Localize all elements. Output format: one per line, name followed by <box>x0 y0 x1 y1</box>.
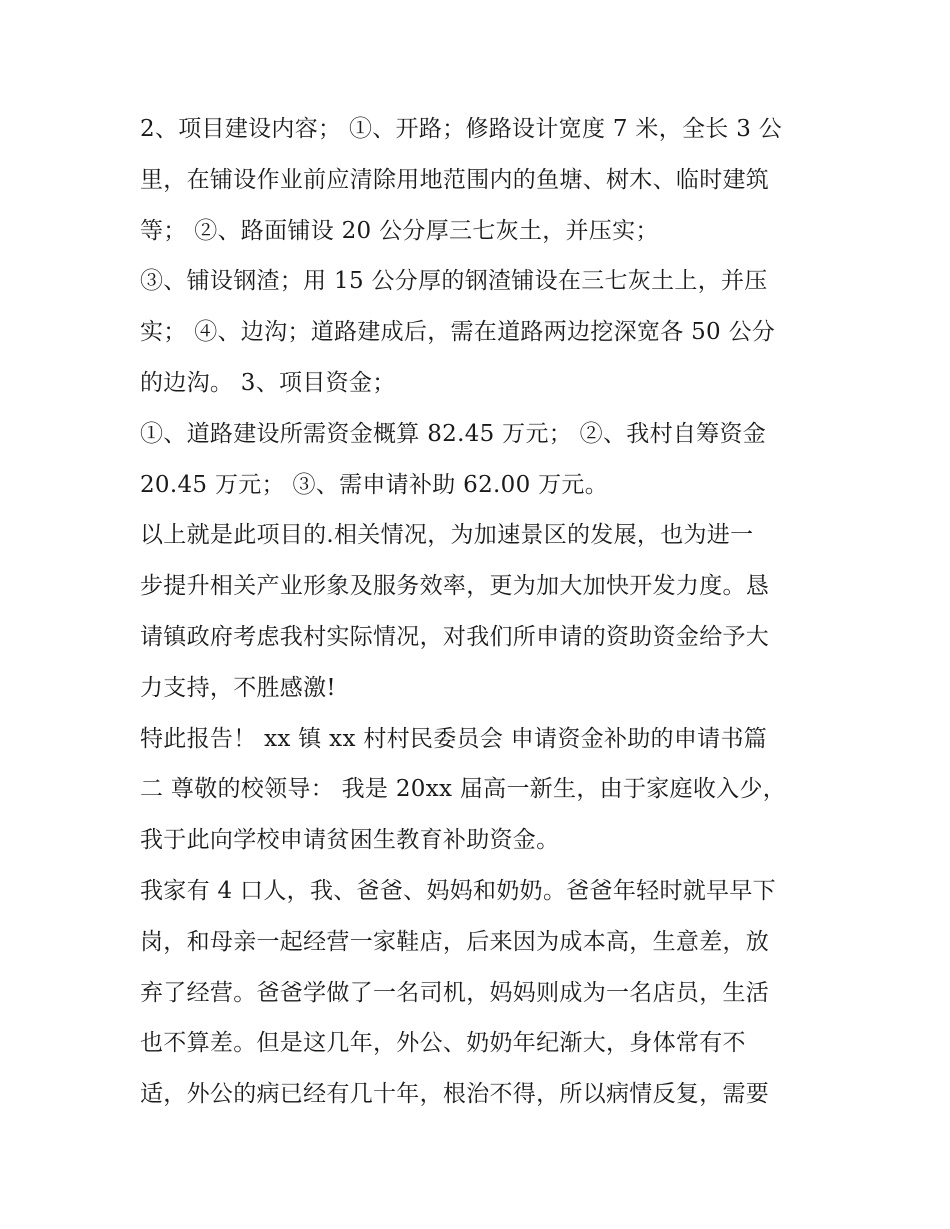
text-line: 二 尊敬的校领导： 我是 20xx 届高一新生，由于家庭收入少， <box>140 776 787 803</box>
text-line: ③、铺设钢渣；用 15 公分厚的钢渣铺设在三七灰土上，并压 <box>140 268 768 295</box>
text-line: 实； ④、边沟；道路建成后，需在道路两边挖深宽各 50 公分 <box>140 319 776 346</box>
text-line: 请镇政府考虑我村实际情况，对我们所申请的资助资金给予大 <box>140 623 770 650</box>
document-body <box>140 104 820 1120</box>
text-line: ①、道路建设所需资金概算 82.45 万元； ②、我村自筹资金 <box>140 420 767 447</box>
text-line: 特此报告！ xx 镇 xx 村村民委员会 申请资金补助的申请书篇 <box>140 725 768 752</box>
text-line: 适，外公的病已经有几十年，根治不得，所以病情反复，需要 <box>140 1081 770 1108</box>
text-line: 里，在铺设作业前应清除用地范围内的鱼塘、树木、临时建筑 <box>140 166 770 193</box>
text-line: 力支持，不胜感激! <box>140 674 336 701</box>
text-line: 岗，和母亲一起经营一家鞋店，后来因为成本高，生意差，放 <box>140 928 770 955</box>
text-line: 的边沟。 3、项目资金； <box>140 369 396 396</box>
text-line: 20.45 万元； ③、需申请补助 62.00 万元。 <box>140 471 609 498</box>
text-line: 我于此向学校申请贫困生教育补助资金。 <box>140 827 560 854</box>
text-line: 2、项目建设内容； ①、开路；修路设计宽度 7 米，全长 3 公 <box>140 116 783 142</box>
text-line: 也不算差。但是这几年，外公、奶奶年纪渐大，身体常有不 <box>140 1030 746 1057</box>
text-line: 弃了经营。爸爸学做了一名司机，妈妈则成为一名店员，生活 <box>140 979 770 1006</box>
text-line: 我家有 4 口人，我、爸爸、妈妈和奶奶。爸爸年轻时就早早下 <box>140 877 776 904</box>
text-line: 步提升相关产业形象及服务效率，更为加大加快开发力度。恳 <box>140 573 770 600</box>
text-line: 等； ②、路面铺设 20 公分厚三七灰土，并压实； <box>140 217 659 244</box>
text-line: 以上就是此项目的.相关情况，为加速景区的发展，也为进一 <box>140 522 754 549</box>
